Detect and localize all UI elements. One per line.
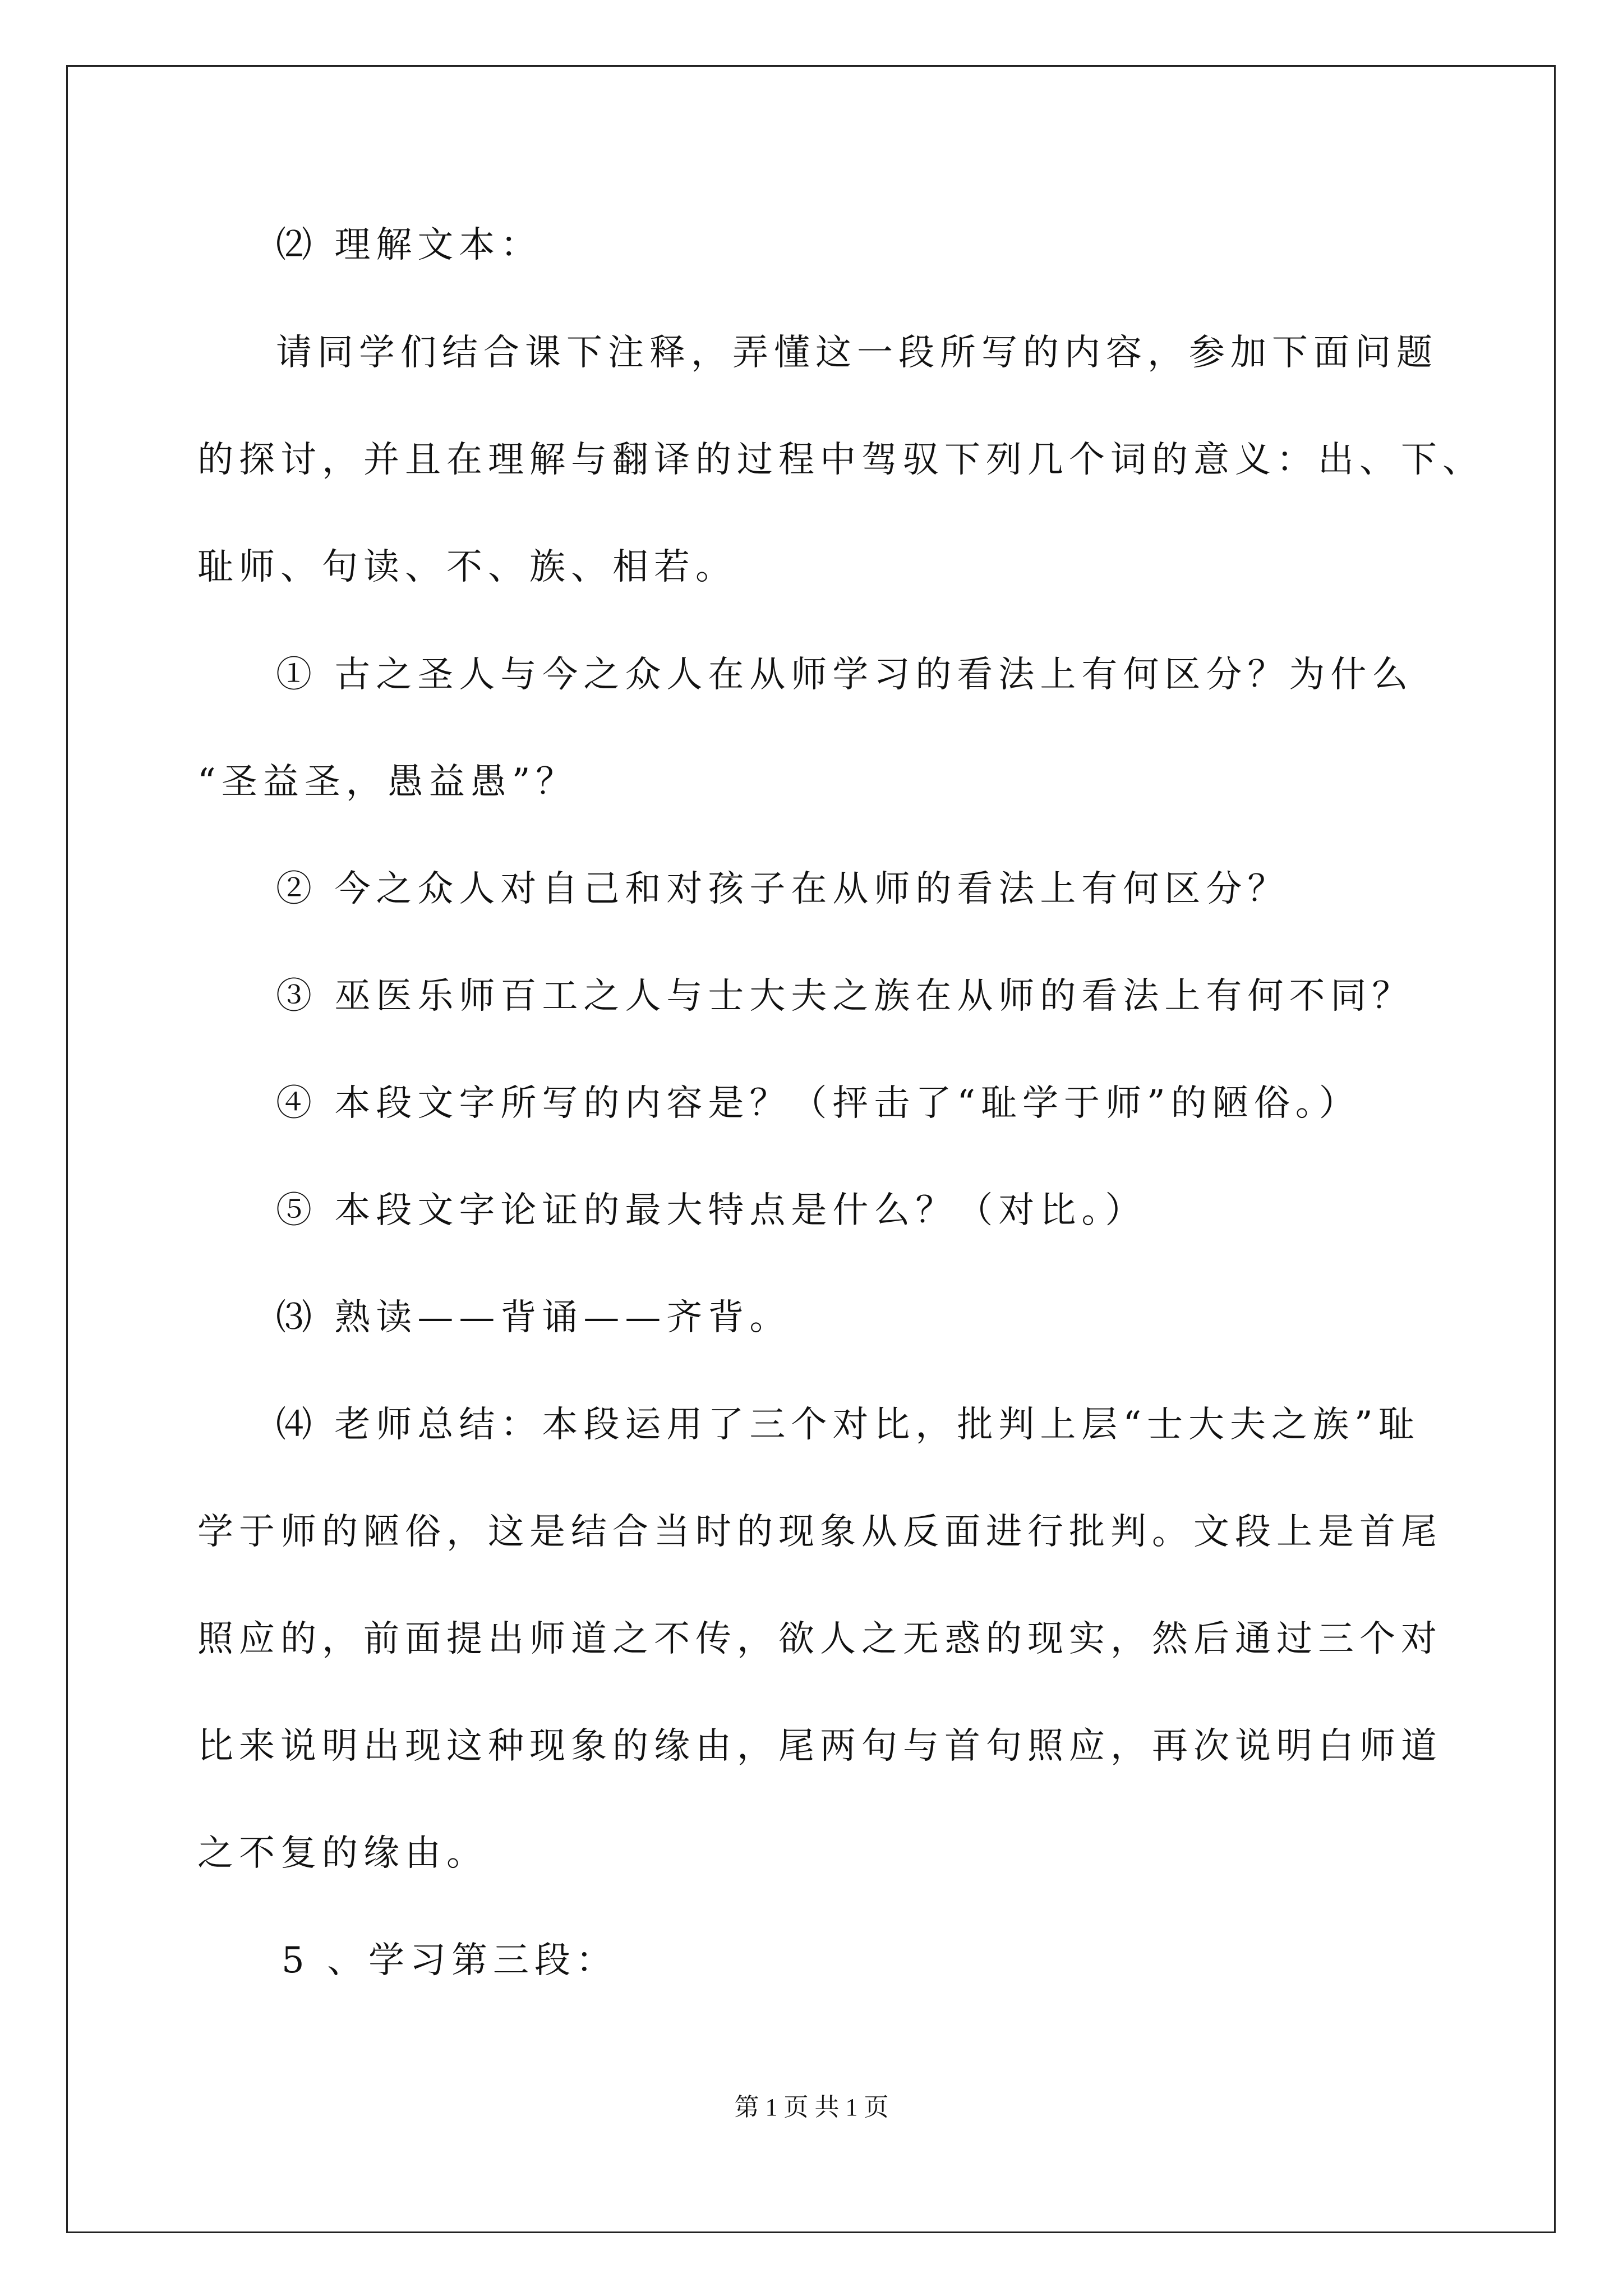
question-item-4: ④ 本段文字所写的内容是？（抨击了“耻学于师”的陋俗。） bbox=[276, 1083, 1361, 1124]
question-item-3: ③ 巫医乐师百工之人与士大夫之族在从师的看法上有何不同？ bbox=[276, 976, 1414, 1017]
section-heading-understand-text: ⑵ 理解文本： bbox=[276, 224, 542, 266]
page-border bbox=[66, 65, 1556, 2233]
teacher-summary-line: 照应的，前面提出师道之不传，欲人之无惑的现实，然后通过三个对 bbox=[197, 1618, 1442, 1660]
paragraph-line: 耻师、句读、不、族、相若。 bbox=[197, 546, 737, 588]
question-item-1: ① 古之圣人与今之众人在从师学习的看法上有何区分？为什么 bbox=[276, 654, 1414, 696]
teacher-summary-line: ⑷ 老师总结：本段运用了三个对比，批判上层“士大夫之族”耻 bbox=[276, 1404, 1420, 1446]
paragraph-line: 请同学们结合课下注释，弄懂这一段所写的内容，参加下面问题 bbox=[276, 332, 1438, 374]
section-heading-recite: ⑶ 熟读——背诵——齐背。 bbox=[276, 1297, 791, 1338]
paragraph-line: 的探讨，并且在理解与翻译的过程中驾驭下列几个词的意义：出、下、 bbox=[197, 439, 1484, 481]
page-footer: 第 1 页 共 1 页 bbox=[734, 2093, 889, 2121]
question-item-1-continued: “圣益圣，愚益愚”？ bbox=[197, 761, 578, 803]
question-item-2: ② 今之众人对自己和对孩子在从师的看法上有何区分？ bbox=[276, 868, 1289, 910]
teacher-summary-line: 比来说明出现这种现象的缘由，尾两句与首句照应，再次说明白师道 bbox=[197, 1726, 1442, 1767]
teacher-summary-line: 之不复的缘由。 bbox=[197, 1833, 488, 1874]
teacher-summary-line: 学于师的陋俗，这是结合当时的现象从反面进行批判。文段上是首尾 bbox=[197, 1511, 1442, 1553]
section-heading-third-paragraph: 5 、学习第三段： bbox=[282, 1940, 618, 1981]
question-item-5: ⑤ 本段文字论证的最大特点是什么？（对比。） bbox=[276, 1190, 1147, 1231]
